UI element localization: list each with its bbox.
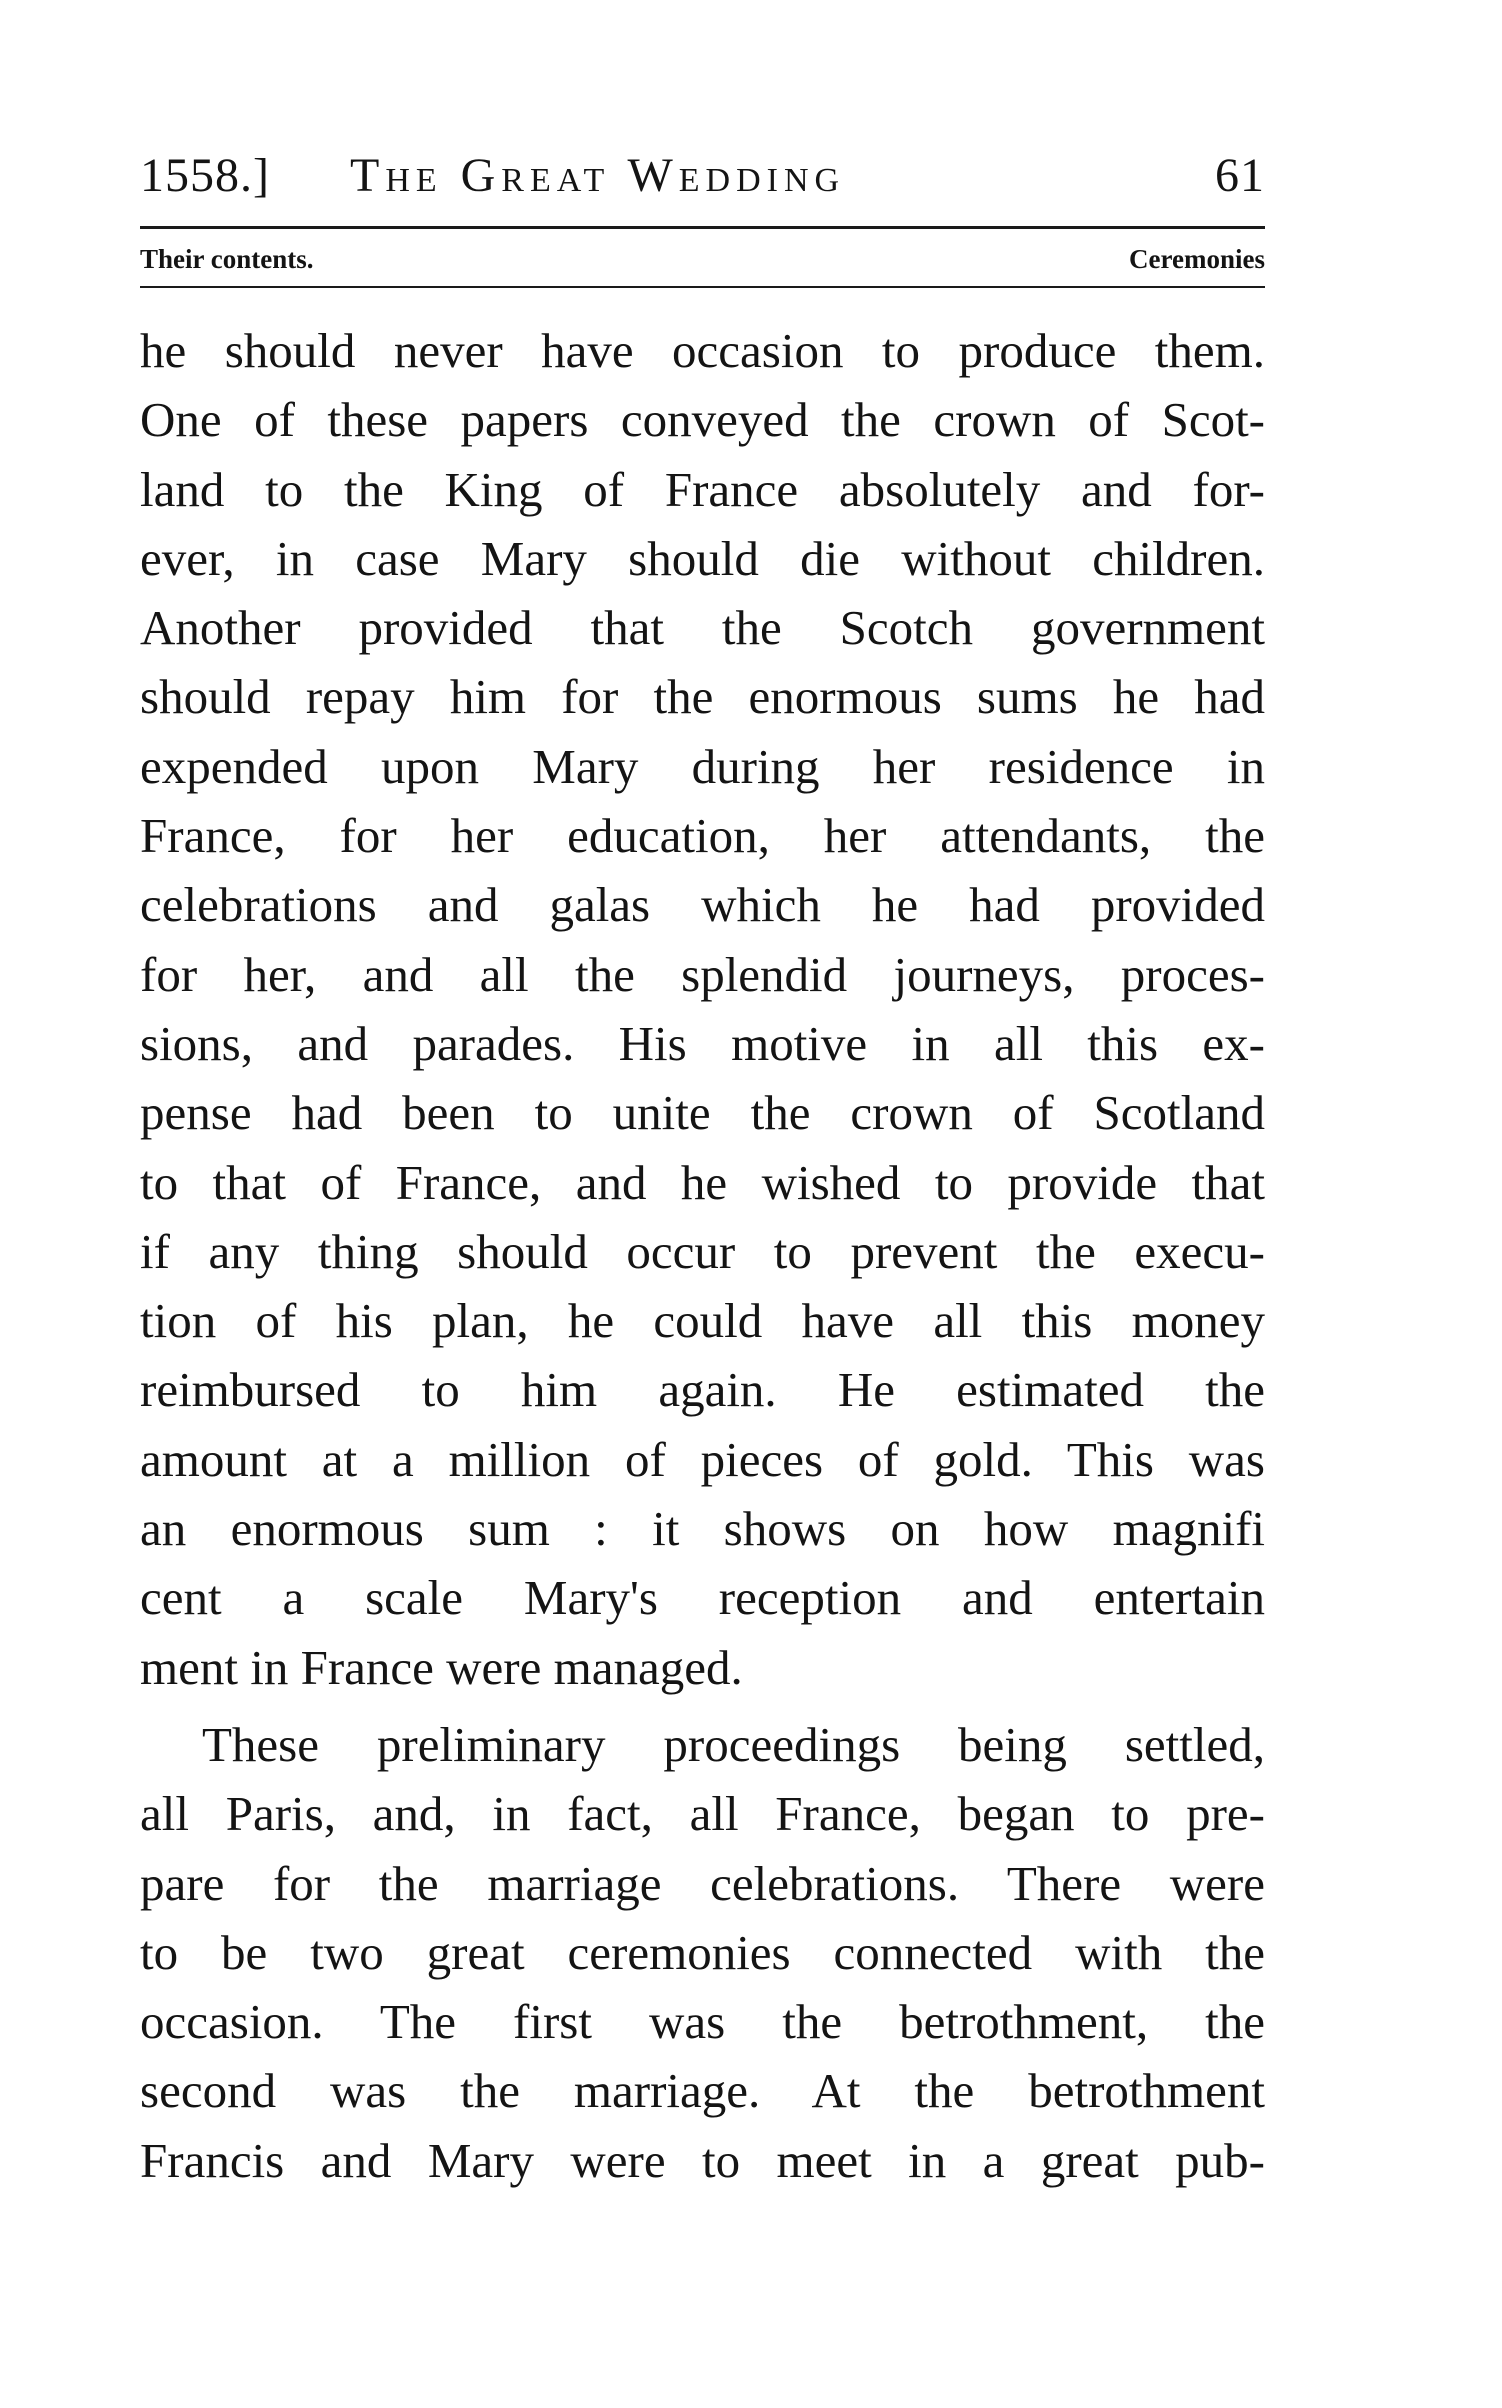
text-line: pense had been to unite the crown of Scotland [140,1085,1265,1141]
running-head [140,120,1265,210]
page-number: 61 [1215,149,1265,202]
text-line: Francis and Mary were to meet in a great pub- [140,2132,1265,2188]
text-line: celebrations and galas which he had provided [140,877,1265,933]
text-line: should repay him for the enormous sums he had [140,669,1265,725]
paragraph-gap [140,1702,1265,1710]
text-line: all Paris, and, in fact, all France, began to pre- [140,1786,1265,1842]
text-line: second was the marriage. At the betrothment [140,2063,1265,2119]
text-line: pare for the marriage celebrations. There were [140,1855,1265,1911]
book-page [140,120,1265,2188]
text-line: expended upon Mary during her residence in [140,738,1265,794]
paragraph [140,1710,1265,2195]
text-line: One of these papers conveyed the crown of Scot- [140,392,1265,448]
body-text [140,316,1265,2195]
header-rule [140,226,1265,229]
running-head-year: 1558.] [140,149,270,202]
text-line: to be two great ceremonies connected with the [140,1924,1265,1980]
text-line: to that of France, and he wished to provide that [140,1154,1265,1210]
text-line: an enormous sum : it shows on how magnifi [140,1501,1265,1557]
text-line: These preliminary proceedings being settled, [202,1716,1265,1772]
sub-head [140,244,1265,284]
paragraph [140,316,1265,1702]
sub-head-right: Ceremonies [1129,244,1265,274]
text-line: for her, and all the splendid journeys, proces- [140,946,1265,1002]
text-line: sions, and parades. His motive in all this ex- [140,1015,1265,1071]
text-line: Another provided that the Scotch government [140,600,1265,656]
running-head-title: The Great Wedding [350,149,846,202]
text-line: occasion. The first was the betrothment, the [140,1994,1265,2050]
text-line: ever, in case Mary should die without children. [140,530,1265,586]
text-line: he should never have occasion to produce them. [140,323,1265,378]
text-line: if any thing should occur to prevent the execu- [140,1223,1265,1279]
text-line: ment in France were managed. [140,1639,743,1695]
text-line: France, for her education, her attendants, the [140,808,1265,864]
text-line: cent a scale Mary's reception and entertain [140,1570,1265,1626]
sub-head-left: Their contents. [140,244,314,274]
text-line: amount at a million of pieces of gold. This was [140,1431,1265,1487]
text-line: land to the King of France absolutely and for- [140,461,1265,517]
sub-head-rule [140,286,1265,288]
text-line: tion of his plan, he could have all this money [140,1293,1265,1349]
text-line: reimbursed to him again. He estimated the [140,1362,1265,1418]
